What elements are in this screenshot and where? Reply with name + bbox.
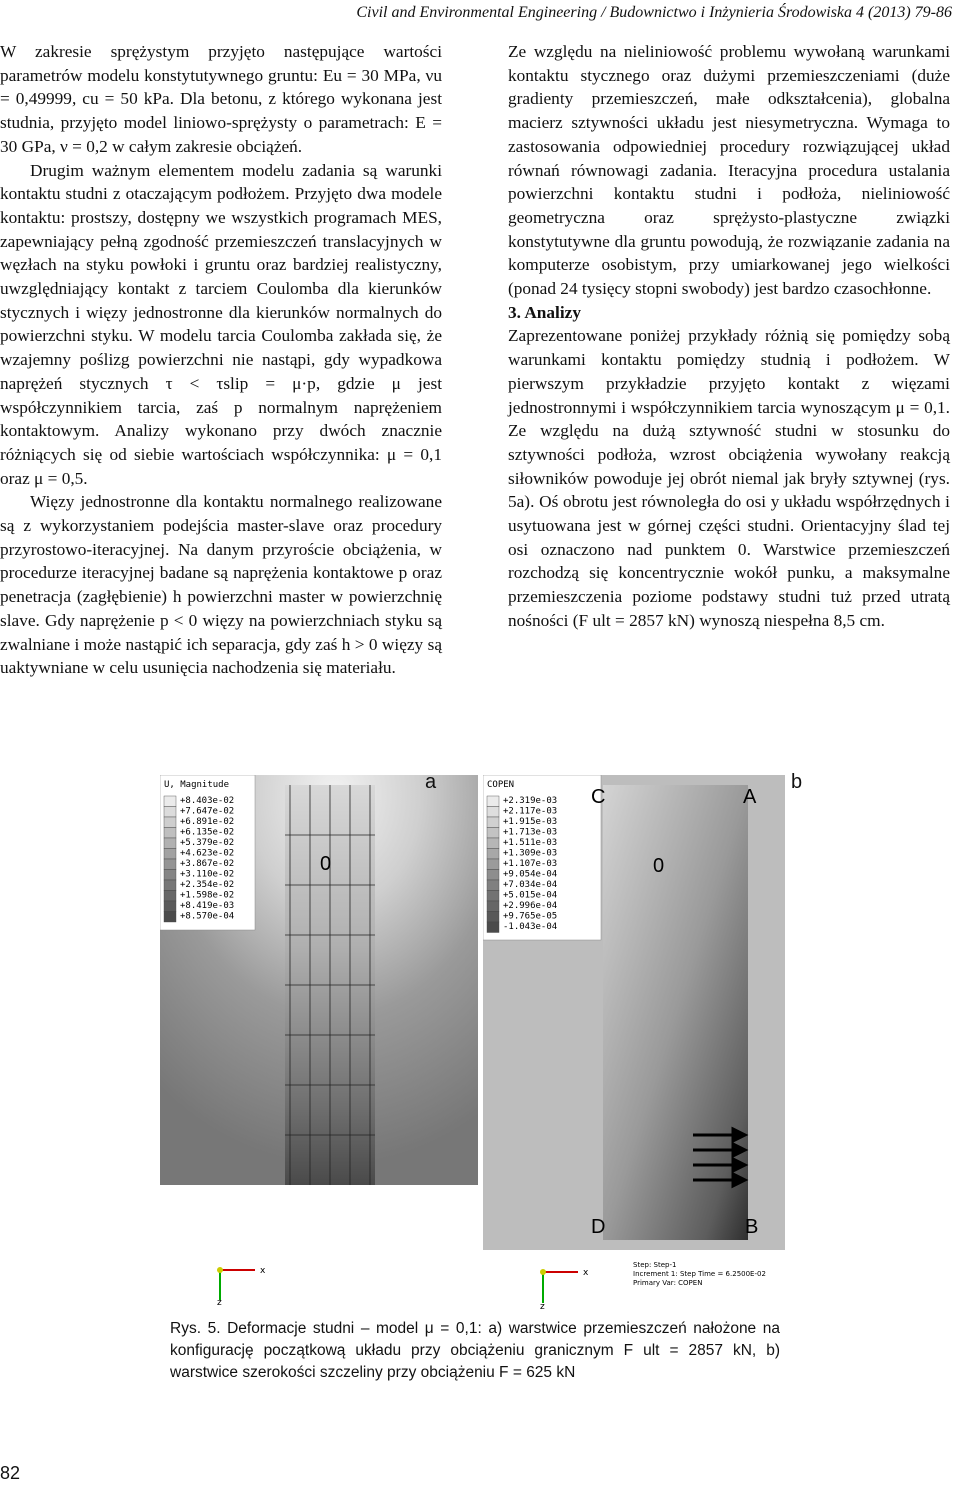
legend-value: +1.713e-03 [503,827,558,838]
legend-swatch [164,891,176,902]
step-info-line: Step: Step-1 [633,1261,677,1269]
figure-5b [483,771,803,1310]
figure-5b-canvas [483,775,785,1310]
legend-entries [164,796,234,922]
right-paragraph-1: Ze względu na nieliniowość problemu wywołaną warunkami kontaktu stycznego oraz dużymi przemieszczeniami (duże gradienty przemieszczeń, małe odkształcenia), globalna macierz sztywności układu jest niesymetryczna. Wymaga to zastosowania odpowiedniej procedury rozwiązującej układ równań równowagi zadania. Iteracyjna procedura ustalania powierzchni kontaktu studni i podłoża, nieliniowość geometryczna oraz sprężysto-plastyczne związki konstytutywne dla gruntu powodują, że rozwiązanie zadania na komputerze osobistym, przy umiarkowanej jego wielkości (ponad 24 tysięcy stopni swobody) jest bardzo czasochłonne. [508,42,950,299]
legend-value: +1.915e-03 [503,817,558,827]
legend-swatch [164,870,176,881]
legend-value: +5.015e-04 [503,890,558,901]
legend-swatch [487,849,499,860]
legend-value: +9.765e-05 [503,911,558,922]
legend-value: +4.623e-02 [180,848,235,859]
legend-swatch [487,807,499,818]
legend-value: +3.867e-02 [180,859,235,869]
label-D: D [591,1216,606,1238]
legend-swatch [487,901,499,912]
legend-swatch [487,838,499,849]
legend-swatch [487,912,499,923]
legend-swatch [164,817,176,828]
step-info-line: Increment 1: Step Time = 6.2500E-02 [633,1270,766,1278]
legend-value: +2.996e-04 [503,901,558,911]
section-heading: 3. Analizy [508,302,581,322]
legend-swatch [487,828,499,839]
legend-value: -1.043e-04 [503,922,558,932]
legend-swatch [487,891,499,902]
left-column [0,40,442,680]
axis-z-label: z [217,1298,222,1305]
legend-value: +8.570e-04 [180,911,235,922]
legend-value: +2.319e-03 [503,796,558,806]
legend-swatch [487,922,499,933]
legend-swatch [487,880,499,891]
axis-z-label: z [540,1302,545,1310]
legend-title: U, Magnitude [164,780,230,790]
legend-swatch [487,870,499,881]
label-A: A [743,786,757,808]
label-B: B [745,1216,759,1238]
legend-value: +7.034e-04 [503,880,558,890]
legend-value: +9.054e-04 [503,869,558,880]
legend-value: +8.419e-03 [180,901,235,911]
legend-swatch [164,828,176,839]
legend-swatch [487,817,499,828]
legend-value: +5.379e-02 [180,838,235,848]
figure-5a-canvas [160,775,478,1305]
legend-value: +3.110e-02 [180,869,235,880]
left-paragraph-2: Drugim ważnym elementem modelu zadania są warunki kontaktu studni z otaczającym podłożem. Przyjęto dwa modele kontaktu: prostszy, dostępny we wszystkich programach MES, zapewniający pełną zgodność przemieszczeń translacyjnych w węzłach na styku powłoki i gruntu oraz bardziej realistyczny, uwzględniający kontakt z tarciem Coulomba dla kierunków stycznych i więzy jednostronne dla kierunków normalnych do powierzchni styku. W modelu tarcia Coulomba zakłada się, że wzajemny poślizg powierzchni nie nastąpi, gdy wypadkowa naprężeń stycznych τ < τslip = μ·p, gdzie μ jest współczynnikiem tarcia, zaś p normalnym naprężeniem kontaktowym. Analizy wykonano przy dwóch znacznie różniących się od siebie wartościach współczynnika: μ = 0,1 oraz μ = 0,5. [0,160,442,488]
point-0-label: 0 [653,855,665,877]
legend-swatch [487,796,499,807]
well-wall [603,785,748,1240]
left-paragraph-1: W zakresie sprężystym przyjęto następujące wartości parametrów modelu konstytutywnego gruntu: Eu = 30 MPa, νu = 0,49999, cu = 50 kPa. Dla betonu, z którego wykonana jest studnia, przyjęto model liniowo-sprężysty o parametrach: E = 30 GPa, ν = 0,2 w całym zakresie obciążeń. [0,42,442,156]
legend-swatch [164,859,176,870]
legend-swatch [487,859,499,870]
axis-x-label: x [260,1266,266,1276]
panel-b-label: b [791,771,803,793]
label-C: C [591,786,606,808]
legend-swatch [164,901,176,912]
panel-a-label: a [425,771,437,793]
legend-value: +1.309e-03 [503,848,558,859]
right-column [508,40,950,633]
left-paragraph-3: Więzy jednostronne dla kontaktu normalnego realizowane są z wykorzystaniem podejścia master-slave oraz procedury przyrostowo-iteracyjnej. Na danym przyroście obciążenia, w procedurze iteracyjnej badane są naprężenia kontaktowe p oraz penetracja (zagłębienie) h powierzchni master w powierzchnię slave. Gdy naprężenie p < 0 więzy na powierzchniach styku są zwalniane i może nastąpić ich separacja, gdy zaś h > 0 więzy są uaktywniane w celu usunięcia nachodzenia się materiału. [0,492,442,678]
legend-value: +1.107e-03 [503,859,558,869]
point-0-label: 0 [320,853,332,875]
legend-title: COPEN [487,780,515,790]
legend-swatch [164,796,176,807]
legend-value: +2.117e-03 [503,806,558,817]
legend-value: +2.354e-02 [180,880,235,890]
step-info-line: Primary Var: COPEN [633,1279,703,1287]
legend-value: +1.511e-03 [503,838,558,848]
figure-5a [160,771,478,1305]
running-header: Civil and Environmental Engineering / Budownictwo i Inżynieria Środowiska 4 (2013) 79-86 [356,4,952,21]
legend-value: +8.403e-02 [180,796,235,806]
legend-swatch [164,880,176,891]
legend-value: +1.598e-02 [180,890,235,901]
legend-value: +6.135e-02 [180,827,235,838]
legend-swatch [164,912,176,923]
legend-entries [487,796,557,933]
right-paragraph-2: Zaprezentowane poniżej przykłady różnią się pomiędzy sobą warunkami kontaktu pomiędzy studnią i podłożem. W pierwszym przykładzie przyjęto kontakt z więzami jednostronnymi i współczynnikiem tarcia wynoszącym μ = 0,1. Ze względu na dużą sztywność studni w stosunku do sztywności podłoża, wzrost obciążenia wywołany reakcją siłowników powoduje jej obrót niemal jak bryły sztywnej (rys. 5a). Oś obrotu jest równoległa do osi y układu współrzędnych i usytuowana jest w górnej części studni. Orientacyjny ślad tej osi oznaczono nad punktem 0. Warstwice przemieszczeń rozchodzą się koncentrycznie wokół punku, a maksymalne przemieszczenia poziome podstawy studni tuż przed utratą nośności (F ult = 2857 kN) wynoszą niespełna 8,5 cm. [508,326,950,630]
legend-swatch [164,807,176,818]
page-number: 82 [0,1463,21,1483]
figure-caption: Rys. 5. Deformacje studni – model μ = 0,1: a) warstwice przemieszczeń nałożone na konfigurację początkową układu przy obciążeniu granicznym F ult = 2857 kN, b) warstwice szerokości szczeliny przy obciążeniu F = 625 kN [170,1320,780,1381]
legend-swatch [164,849,176,860]
axis-x-label: x [583,1268,589,1278]
legend-value: +6.891e-02 [180,817,235,827]
legend-value: +7.647e-02 [180,806,235,817]
legend-swatch [164,838,176,849]
